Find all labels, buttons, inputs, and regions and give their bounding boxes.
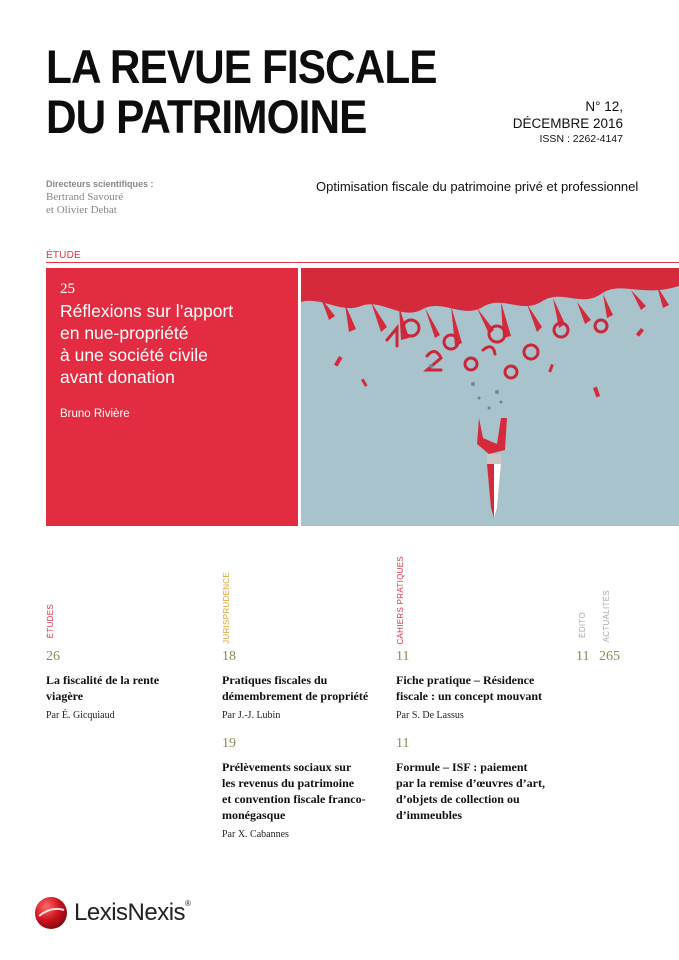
article-title[interactable]: Prélèvements sociaux sur les revenus du patrimoine et convention fiscale franco- monégasque (222, 760, 366, 822)
article-page-number: 11 (396, 736, 410, 751)
directors-label: Directeurs scientifiques : (46, 179, 154, 189)
feature-article[interactable] (46, 268, 298, 526)
article-title[interactable]: Pratiques fiscales du démembrement de propriété (222, 673, 369, 703)
scientific-directors (46, 178, 154, 217)
director-name-2: et Olivier Debat (46, 204, 117, 216)
feature-section-label: ÉTUDE (46, 250, 81, 261)
article-author: Par X. Cabannes (222, 829, 289, 840)
feature-author: Bruno Rivière (60, 408, 130, 420)
feature-title-line: en nue-propriété (60, 323, 189, 343)
actualites-column (599, 648, 620, 666)
article-page-number: 11 (396, 649, 410, 664)
cahiers-pratiques-label: CAHIERS PRATIQUES (396, 556, 405, 645)
journal-subtitle: Optimisation fiscale du patrimoine privé et professionnel (316, 179, 639, 194)
article-title[interactable]: La fiscalité de la rente viagère (46, 673, 160, 703)
journal-title-line2: DU PATRIMOINE (46, 90, 367, 143)
journal-title (46, 42, 437, 142)
feature-page-number: 25 (60, 281, 75, 297)
jurisprudence-label: JURISPRUDENCE (222, 572, 231, 644)
article-page-number: 19 (222, 736, 236, 751)
director-name-1: Bertrand Savouré (46, 191, 124, 203)
cover-illustration (301, 268, 679, 526)
publisher-logo (34, 896, 190, 930)
issue-info (513, 98, 623, 146)
actualites-label: ACTUALITÉS (602, 590, 611, 643)
issn: ISSN : 2262-4147 (539, 133, 623, 145)
article-page-number: 26 (46, 649, 60, 664)
article-author: Par É. Gicquiaud (46, 710, 115, 721)
article-author: Par J.-J. Lubin (222, 710, 281, 721)
actualites-page-number: 265 (599, 649, 620, 664)
section-divider (46, 262, 679, 263)
publisher-name: LexisNexis® (74, 899, 191, 926)
issue-number: N° 12, (585, 99, 623, 114)
article-title[interactable]: Fiche pratique – Résidence fiscale : un concept mouvant (396, 673, 542, 703)
edito-label: ÉDITO (578, 612, 587, 638)
article-page-number: 18 (222, 649, 236, 664)
edito-column (576, 648, 589, 666)
issue-date: DÉCEMBRE 2016 (512, 116, 623, 131)
journal-title-line1: LA REVUE FISCALE (46, 40, 437, 93)
lexisnexis-globe-icon (34, 896, 68, 930)
article-author: Par S. De Lassus (396, 710, 464, 721)
feature-title (60, 300, 284, 388)
etudes-label: ÉTUDES (46, 604, 55, 639)
article-title[interactable]: Formule – ISF : paiement par la remise d’œuvres d’art, d’objets de collection ou d’immeubles (396, 760, 545, 822)
cahiers-pratiques-column (396, 648, 576, 823)
feature-title-line: Réflexions sur l’apport (60, 301, 234, 321)
feature-title-line: avant donation (60, 367, 175, 387)
feature-title-line: à une société civile (60, 345, 208, 365)
jurisprudence-column (222, 648, 392, 840)
edito-page-number: 11 (576, 649, 590, 664)
etudes-column (46, 648, 216, 721)
